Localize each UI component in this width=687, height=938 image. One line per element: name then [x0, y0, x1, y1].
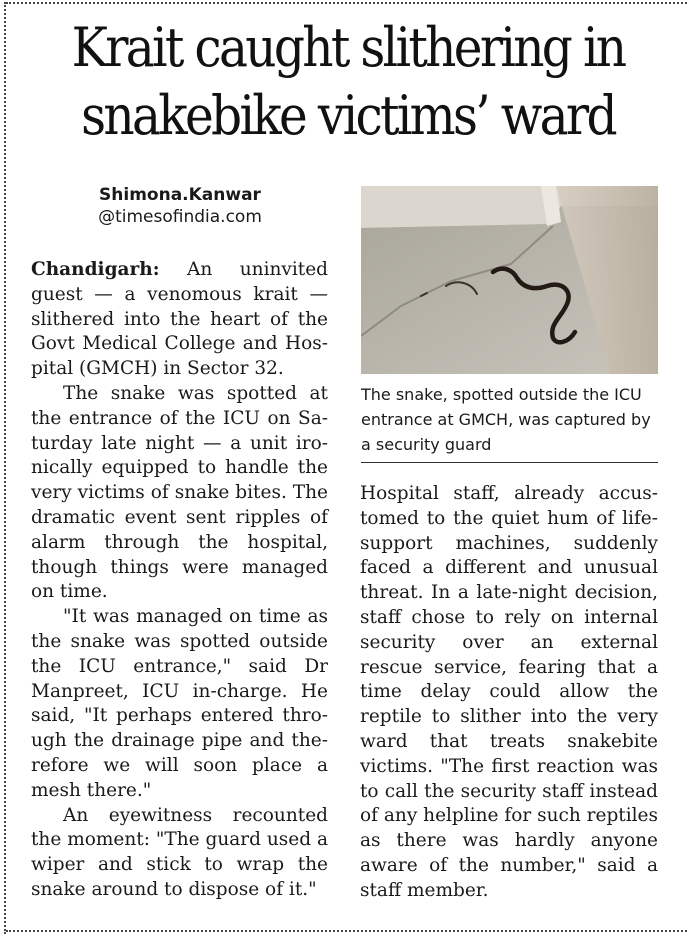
article-column-2 — [360, 482, 658, 904]
photo-caption: The snake, spotted outside the ICU entrance at GMCH, was captured by a security guard — [361, 385, 651, 454]
dotted-border-top — [6, 2, 687, 4]
caption-divider — [361, 462, 658, 463]
paragraph: An eyewitness recounted the moment: "The guard used a wiper and stick to wrap the snake around to dispose of it." — [31, 804, 328, 900]
byline-author: Shimona.Kanwar — [99, 185, 261, 205]
byline — [30, 184, 330, 228]
paragraph: "It was managed on time as the snake was spotted outside the ICU entrance," said Dr Manpreet, ICU in-charge. He said, "It perhaps entered through the drainage pipe and therefore we will soon place a mesh there." — [31, 606, 328, 801]
headline — [51, 14, 645, 150]
paragraph: Hospital staff, already accustomed to the quiet hum of life-support machines, suddenly faced a different and unusual threat. In a late-night decision, staff chose to rely on internal security over an external rescue service, fearing that a time delay could allow the reptile to slither into the very ward that treats snakebite victims. "The first reaction was to call the security staff instead of any helpline for such reptiles as there was hardly anyone aware of the number," said a staff member. — [360, 483, 658, 901]
article-column-1 — [31, 258, 328, 903]
headline-line-2: snakebike victims’ ward — [81, 84, 615, 147]
headline-line-1: Krait caught slithering in — [71, 16, 625, 79]
dotted-border-bottom — [6, 930, 687, 932]
paragraph: The snake was spotted at the entrance of the ICU on Saturday late night — a unit ironically equipped to handle the very victims of snake bites. The dramatic event sent ripples of alarm through the hospital, though things were managed on time. — [31, 382, 328, 603]
paragraph-text: An uninvited guest — a venomous krait — slithered into the heart of the Govt Medical College and Hospital (GMCH) in Sector 32. — [31, 259, 328, 380]
dotted-border-left — [4, 2, 6, 934]
byline-org: @timesofindia.com — [98, 207, 262, 227]
snake-photo — [361, 186, 658, 374]
dateline: Chandigarh: — [31, 259, 160, 280]
snake-photo-image — [361, 186, 658, 374]
paragraph — [31, 258, 328, 382]
